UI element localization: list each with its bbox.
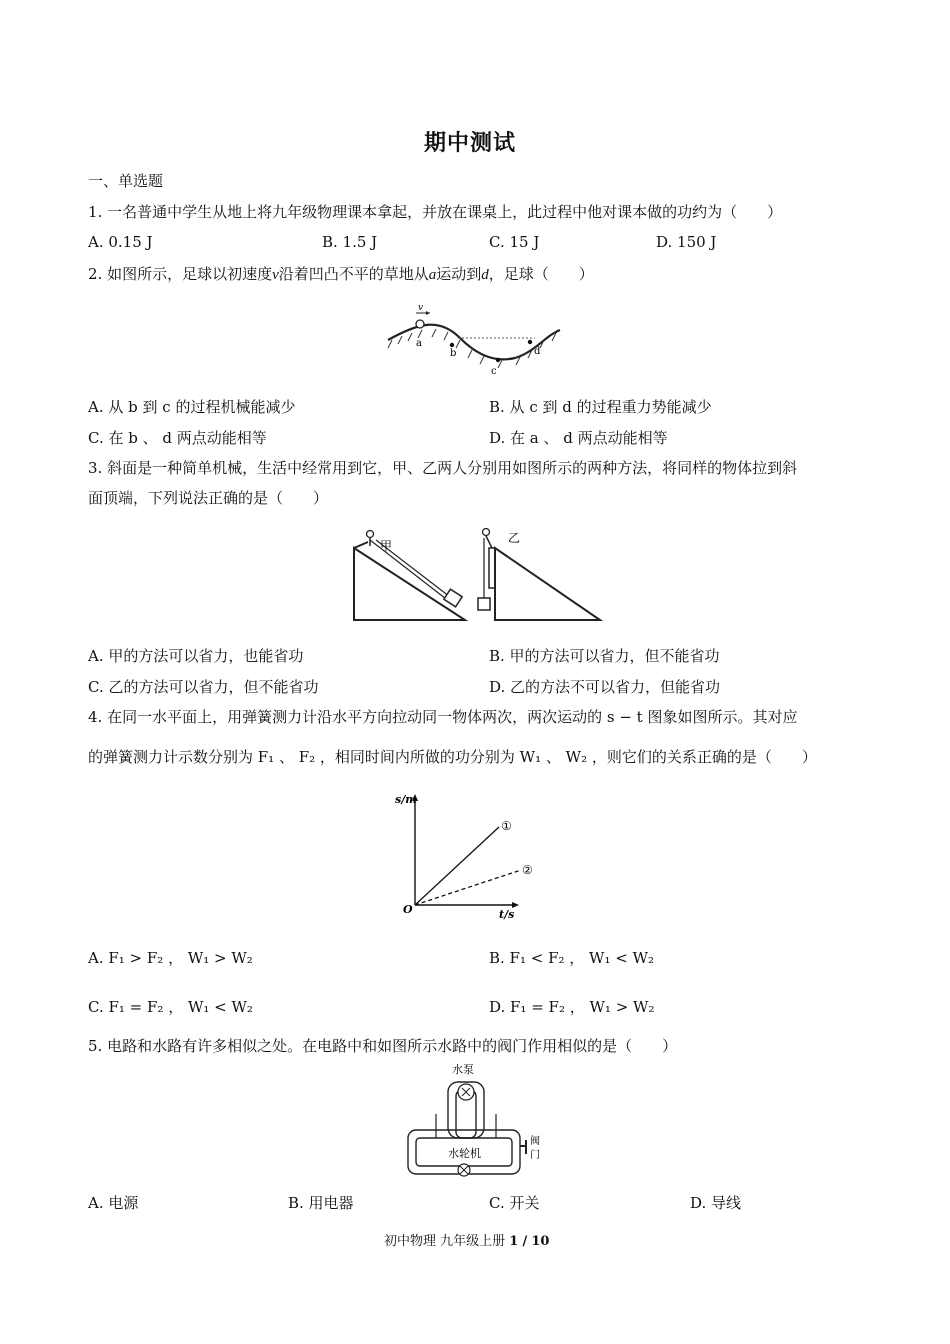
q2-var-v: v	[272, 267, 279, 283]
q4-st-graph	[395, 790, 535, 920]
q3-fig-label-jia: 甲	[380, 539, 393, 553]
q2-stem-part2: 沿着凹凸不平的草地从	[278, 265, 429, 283]
q2-option-c[interactable]: C. 在 b 、 d 两点动能相等	[88, 429, 267, 447]
q2-var-d: d	[481, 267, 489, 283]
q1-option-c[interactable]: C. 15 J	[489, 233, 540, 251]
q3-fig-label-yi: 乙	[508, 531, 521, 545]
q1-option-b[interactable]: B. 1.5 J	[322, 233, 378, 251]
q2-fig-label-d: d	[534, 346, 541, 357]
q5-water-circuit-figure	[400, 1062, 550, 1182]
q2-stem	[88, 264, 594, 285]
q1-option-d[interactable]: D. 150 J	[656, 233, 717, 251]
q4-graph-xlabel: t/s	[499, 908, 515, 921]
footer-separator: /	[522, 1234, 528, 1249]
section-heading: 一、单选题	[88, 172, 164, 190]
q2-fig-label-v: v	[418, 303, 424, 313]
q4-option-d[interactable]: D. F₁ = F₂ ， W₁ > W₂	[489, 998, 655, 1016]
q5-fig-label-valve-2: 门	[530, 1150, 540, 1161]
q4-option-c[interactable]: C. F₁ = F₂ ， W₁ < W₂	[88, 998, 253, 1016]
q2-var-a: a	[428, 267, 437, 283]
q5-option-a[interactable]: A. 电源	[88, 1194, 139, 1212]
q4-graph-ylabel: s/m	[395, 793, 417, 806]
q2-figure-terrain	[380, 300, 570, 380]
q2-fig-label-b: b	[450, 348, 457, 359]
footer-page-number: 1	[509, 1234, 519, 1249]
q4-graph-origin: O	[403, 903, 413, 916]
q1-option-a[interactable]: A. 0.15 J	[88, 233, 153, 251]
q5-option-d[interactable]: D. 导线	[690, 1194, 742, 1212]
q5-stem: 5. 电路和水路有许多相似之处。在电路中和如图所示水路中的阀门作用相似的是（ ）	[88, 1037, 678, 1055]
q4-stem-line1: 4. 在同一水平面上，用弹簧测力计沿水平方向拉动同一物体两次，两次运动的 s − t 图象如图所示。其对应	[88, 708, 798, 726]
q3-option-d[interactable]: D. 乙的方法不可以省力，但能省功	[489, 678, 721, 696]
q5-option-c[interactable]: C. 开关	[489, 1194, 540, 1212]
footer-page-total: 10	[531, 1234, 550, 1249]
q4-option-a[interactable]: A. F₁ > F₂ ， W₁ > W₂	[88, 949, 253, 967]
q3-figure-inclines	[350, 520, 610, 630]
page-footer	[384, 1230, 549, 1249]
q4-stem-line2: 的弹簧测力计示数分别为 F₁ 、 F₂ ，相同时间内所做的功分别为 W₁ 、 W₂ ，则它们的关系正确的是（ ）	[88, 748, 817, 766]
q2-option-a[interactable]: A. 从 b 到 c 的过程机械能减少	[88, 398, 296, 416]
q2-fig-label-c: c	[491, 366, 497, 377]
q2-fig-label-a: a	[416, 338, 422, 349]
q5-fig-label-valve-1: 阀	[530, 1136, 540, 1147]
page-title: 期中测试	[424, 130, 517, 156]
q4-option-b[interactable]: B. F₁ < F₂ ， W₁ < W₂	[489, 949, 655, 967]
q5-option-b[interactable]: B. 用电器	[288, 1194, 354, 1212]
q1-stem: 1. 一名普通中学生从地上将九年级物理课本拿起，并放在课桌上，此过程中他对课本做的功约为（ ）	[88, 203, 783, 221]
q4-graph-line2-label: ②	[522, 863, 533, 877]
q2-stem-part1: 2. 如图所示，足球以初速度	[88, 265, 273, 283]
q2-option-b[interactable]: B. 从 c 到 d 的过程重力势能减少	[489, 398, 712, 416]
q5-fig-label-pump: 水泵	[452, 1063, 474, 1076]
q3-option-b[interactable]: B. 甲的方法可以省力，但不能省功	[489, 647, 720, 665]
q3-stem-line2: 面顶端，下列说法正确的是（ ）	[88, 489, 329, 507]
q2-stem-part4: ，足球（ ）	[488, 265, 594, 283]
q3-stem-line1: 3. 斜面是一种简单机械，生活中经常用到它，甲、乙两人分别用如图所示的两种方法，将同样的物体拉到斜	[88, 459, 798, 477]
q3-option-a[interactable]: A. 甲的方法可以省力，也能省功	[88, 647, 304, 665]
footer-subject: 初中物理 九年级上册	[384, 1234, 506, 1249]
q5-fig-label-turbine: 水轮机	[448, 1147, 481, 1160]
q2-option-d[interactable]: D. 在 a 、 d 两点动能相等	[489, 429, 668, 447]
q4-graph-line1-label: ①	[501, 819, 512, 833]
q2-stem-part3: 运动到	[436, 265, 482, 283]
q3-option-c[interactable]: C. 乙的方法可以省力，但不能省功	[88, 678, 319, 696]
